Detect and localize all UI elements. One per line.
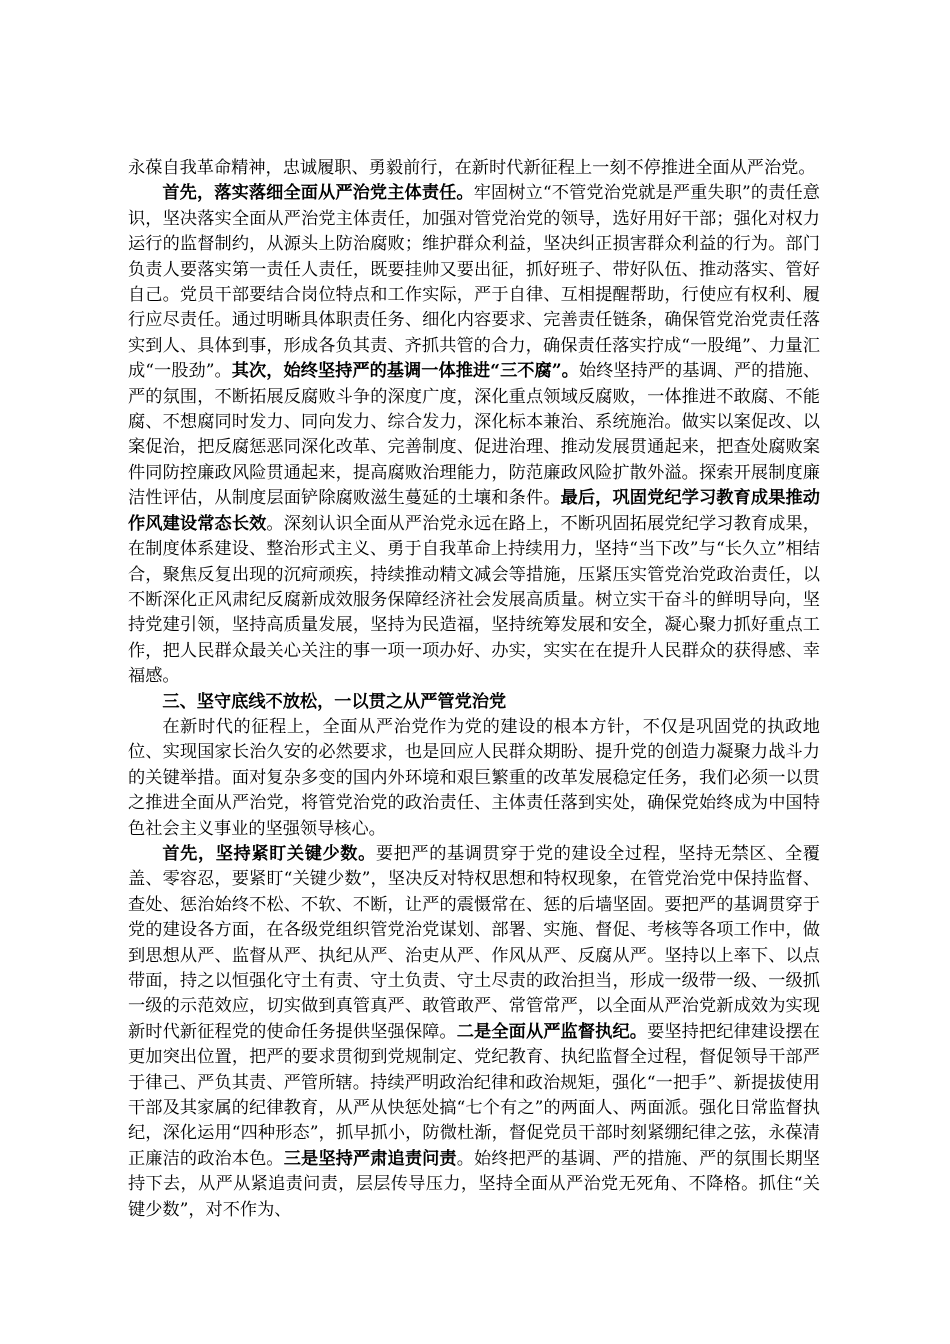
subheading-first: 首先，落实落细全面从严治党主体责任。	[162, 183, 474, 204]
paragraph-3-run-0: 在新时代的征程上，全面从严治党作为党的建设的根本方针，不仅是巩固党的执政地位、实现国家长治久安的必然要求，也是回应人民群众期盼、提升党的创造力凝聚力战斗力的关键举措。面对复杂多变的国内外环境和艰巨繁重的改革发展稳定任务，我们必须一以贯之推进全面从严治党，将管党治党的政治责任、主体责任落到实处，确保党始终成为中国特色社会主义事业的坚强领导核心。	[128, 716, 820, 839]
subheading-accountability: 三是坚持严肃追责问责	[283, 1148, 457, 1169]
subheading-last: 最后，巩固党纪学习教育成果推动作风建设常态长效	[128, 488, 820, 534]
paragraph-1-run-5: 。深刻认识全面从严治党永远在路上，不断巩固拓展党纪学习教育成果，在制度体系建设、整治形式主义、勇于自我革命上持续用力，坚持“当下改”与“长久立”相结合，聚焦反复出现的沉疴顽疾，持续推动精文减会等措施，压紧压实管党治党政治责任，以不断深化正风肃纪反腐新成效服务保障经济社会发展高质量。树立实干奋斗的鲜明导向，坚持党建引领，坚持高质量发展，坚持为民造福，坚持统筹发展和安全，凝心聚力抓好重点工作，把人民群众最关心关注的事一项一项办好、办实，实实在在提升人民群众的获得感、幸福感。	[128, 513, 820, 687]
paragraph-0-run-0: 永葆自我革命精神，忠诚履职、勇毅前行，在新时代新征程上一刻不停推进全面从严治党。	[128, 158, 816, 178]
paragraph-intro	[128, 715, 820, 842]
paragraph-1-run-3: 始终坚持严的基调、严的措施、严的氛围，不断拓展反腐败斗争的深度广度，深化重点领域反腐败，一体推进不敢腐、不能腐、不想腐同时发力、同向发力、综合发力，深化标本兼治、系统施治。做实以案促改、以案促治，把反腐惩恶同深化改革、完善制度、促进治理、推动发展贯通起来，把查处腐败案件同防控廉政风险贯通起来，提高腐败治理能力，防范廉政风险扩散外溢。探索开展制度廉洁性评估，从制度层面铲除腐败滋生蔓延的土壤和条件。	[128, 361, 820, 509]
subheading-supervision: 二是全面从严监督执纪。	[456, 1021, 648, 1042]
document-page	[128, 156, 820, 1223]
paragraph-continuation	[128, 156, 820, 181]
paragraph-4-run-3: 要坚持把纪律建设摆在更加突出位置，把严的要求贯彻到党规制定、党纪教育、执纪监督全过程，督促领导干部严于律己、严负其责、严管所辖。持续严明政治纪律和政治规矩，强化“一把手”、新提拔使用干部及其家属的纪律教育，从严从快惩处搞“七个有之”的两面人、两面派。强化日常监督执纪，深化运用“四种形态”，抓早抓小，防微杜渐，督促党员干部时刻紧绷纪律之弦，永葆清正廉洁的政治本色。	[128, 1021, 820, 1169]
paragraph-key-minority	[128, 842, 820, 1223]
section-heading-three	[128, 690, 820, 715]
subheading-key-minority: 首先，坚持紧盯关键少数。	[162, 843, 376, 864]
section-heading-text: 三、坚守底线不放松，一以贯之从严管党治党	[162, 691, 507, 712]
paragraph-1-run-1: 牢固树立“不管党治党就是严重失职”的责任意识，坚决落实全面从严治党主体责任，加强对管党治党的领导，选好用好干部；强化对权力运行的监督制约，从源头上防治腐败；维护群众利益，坚决纠正损害群众利益的行为。部门负责人要落实第一责任人责任，既要挂帅又要出征，抓好班子、带好队伍、推动落实、管好自己。党员干部要结合岗位特点和工作实际，严于自律、互相提醒帮助，行使应有权利、履行应尽责任。通过明晰具体职责任务、细化内容要求、完善责任链条，确保管党治党责任落实到人、具体到事，形成各负其责、齐抓共管的合力，确保责任落实拧成“一股绳”、力量汇成“一股劲”。	[128, 183, 820, 382]
paragraph-4-run-5: 。始终把严的基调、严的措施、严的氛围长期坚持下去，从严从紧追责问责，层层传导压力，坚持全面从严治党无死角、不降格。抓住“关键少数”，对不作为、	[128, 1148, 820, 1220]
paragraph-responsibilities	[128, 181, 820, 689]
subheading-second: 其次，始终坚持严的基调一体推进“三不腐”。	[231, 361, 579, 382]
paragraph-4-run-1: 要把严的基调贯穿于党的建设全过程，坚持无禁区、全覆盖、零容忍，要紧盯“关键少数”，坚决反对特权思想和特权现象，在管党治党中保持监督、查处、惩治始终不松、不软、不断，让严的震慑常在、惩的后墙坚固。要把严的基调贯穿于党的建设各方面，在各级党组织管党治党谋划、部署、实施、督促、考核等各项工作中，做到思想从严、监督从严、执纪从严、治吏从严、作风从严、反腐从严。坚持以上率下、以点带面，持之以恒强化守土有责、守土负责、守土尽责的政治担当，形成一级带一级、一级抓一级的示范效应，切实做到真管真严、敢管敢严、常管常严，以全面从严治党新成效为实现新时代新征程党的使命任务提供坚强保障。	[128, 843, 820, 1042]
